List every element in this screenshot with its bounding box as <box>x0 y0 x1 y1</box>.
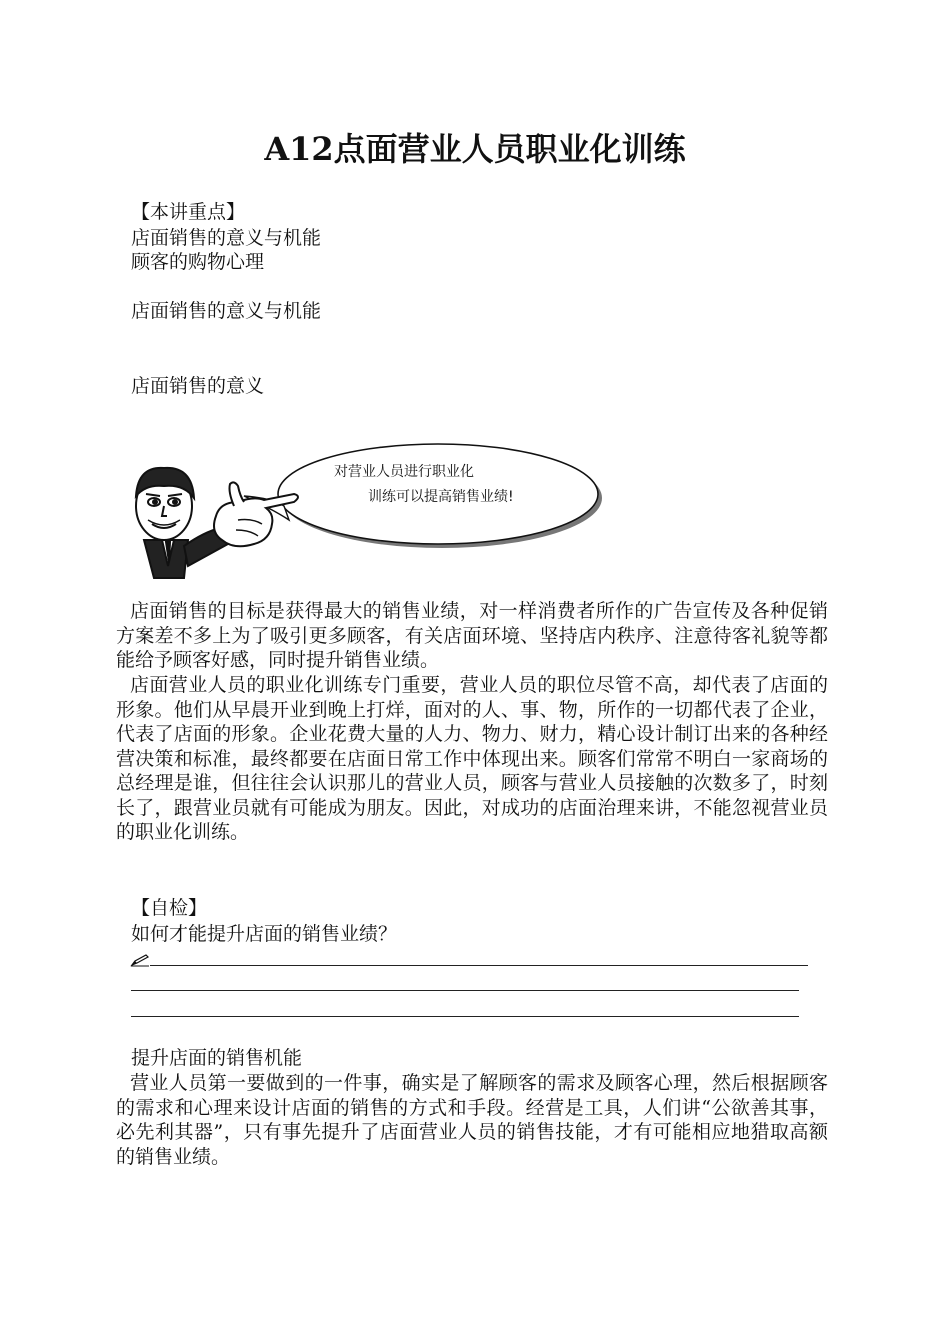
bubble-text-line1: 对营业人员进行职业化 <box>334 464 474 480</box>
focus-heading: 【本讲重点】 <box>131 201 246 223</box>
bubble-text-line2: 训练可以提高销售业绩! <box>368 489 514 505</box>
page-title: A12点面营业人员职业化训练 <box>264 130 686 168</box>
answer-line[interactable] <box>131 1016 799 1017</box>
focus-item: 店面销售的意义与机能 <box>131 227 322 249</box>
body-paragraph: 店面销售的目标是获得最大的销售业绩，对一样消费者所作的广告宣传及各种促销方案差不多上为了吸引更多顾客，有关店面环境、坚持店内秩序、注意待客礼貌等都能给予顾客好感，同时提升销售业绩。 <box>116 600 828 671</box>
section-heading: 店面销售的意义与机能 <box>131 300 322 322</box>
self-check-question: 如何才能提升店面的销售业绩？ <box>131 923 398 945</box>
pencil-icon <box>130 953 150 967</box>
cartoon-salesman-illustration <box>124 436 604 586</box>
self-check-heading: 【自检】 <box>131 897 208 919</box>
answer-line[interactable] <box>150 965 808 966</box>
focus-item: 顾客的购物心理 <box>131 251 265 273</box>
body-paragraph: 营业人员第一要做到的一件事，确实是了解顾客的需求及顾客心理，然后根据顾客的需求和心理来设计店面的销售的方式和手段。经营是工具，人们讲“公欲善其事，必先利其器”，只有事先提升了店面营业人员的销售技能，才有可能相应地猎取高额的销售业绩。 <box>116 1072 828 1168</box>
answer-line[interactable] <box>131 990 799 991</box>
body-paragraph: 店面营业人员的职业化训练专门重要，营业人员的职位尽管不高，却代表了店面的形象。他们从早晨开业到晚上打烊，面对的人、事、物，所作的一切都代表了企业，代表了店面的形象。企业花费大量的人力、物力、财力，精心设计制订出来的各种经营决策和标准，最终都要在店面日常工作中体现出来。顾客们常常不明白一家商场的总经理是谁，但往往会认识那儿的营业人员，顾客与营业人员接触的次数多了，时刻长了，跟营业员就有可能成为朋友。因此，对成功的店面治理来讲，不能忽视营业员的职业化训练。 <box>116 674 828 843</box>
section-heading: 提升店面的销售机能 <box>131 1047 303 1069</box>
subsection-heading: 店面销售的意义 <box>131 375 265 397</box>
